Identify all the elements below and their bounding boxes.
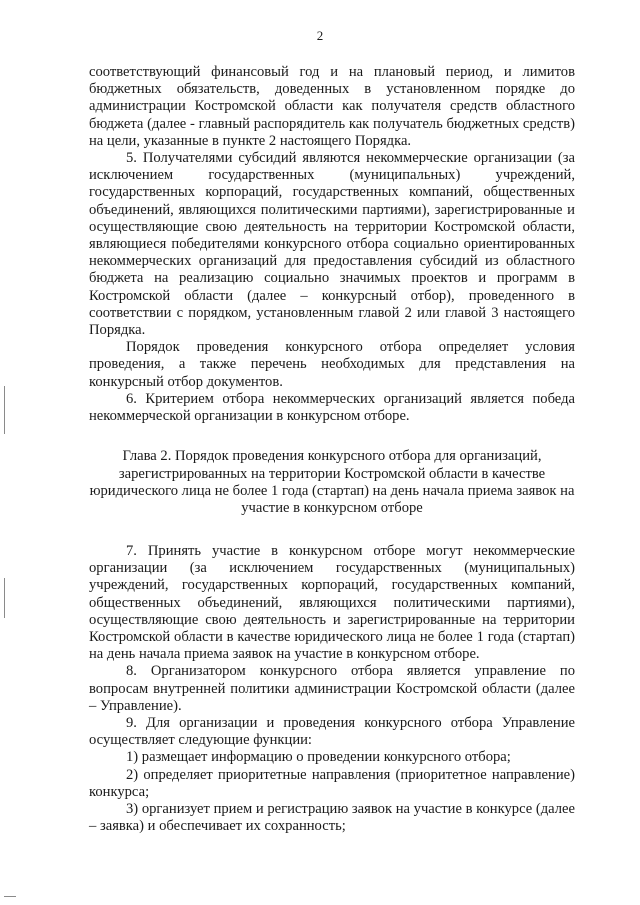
list-item-2: 2) определяет приоритетные направления (приоритетное направление) конкурса; (89, 766, 575, 800)
list-item-3: 3) организует прием и регистрацию заявок на участие в конкурсе (далее – заявка) и обеспечивает их сохранность; (89, 800, 575, 835)
chapter-2-heading: Глава 2. Порядок проведения конкурсного отбора для организаций, зарегистрированных на территории Костромской области в качестве юридического лица не более 1 года (стартап) на день начала приема заявок на участие в конкурсном отборе (89, 448, 575, 517)
scan-edge-mark (4, 386, 5, 434)
paragraph-5: 5. Получателями субсидий являются некоммерческие организации (за исключением государственных (муниципальных) учреждений, государственных корпораций, государственных компаний, общественных объединений, являющихся политическими партиями), зарегистрированные и осуществляющие свою деятельность на территории Костромской области, являющиеся победителями конкурсного отбора социально ориентированных некоммерческих организаций для предоставления субсидий из областного бюджета на реализацию социально значимых проектов и программ в Костромской области (далее – конкурсный отбор), проведенного в соответствии с порядком, установленным главой 2 или главой 3 настоящего Порядка. (89, 150, 575, 339)
document-body (89, 64, 575, 835)
paragraph-8: 8. Организатором конкурсного отбора является управление по вопросам внутренней политики администрации Костромской области (далее – Управление). (89, 663, 575, 714)
page-number: 2 (316, 28, 324, 43)
paragraph-7: 7. Принять участие в конкурсном отборе могут некоммерческие организации (за исключением государственных (муниципальных) учреждений, государственных корпораций, государственных компаний, общественных объединений, являющихся политическими партиями), осуществляющие свою деятельность и зарегистрированные на территории Костромской области в качестве юридического лица не более 1 года (стартап) на день начала приема заявок на участие в конкурсном отборе. (89, 542, 575, 663)
list-item-1: 1) размещает информацию о проведении конкурсного отбора; (126, 749, 511, 766)
paragraph-continuation: соответствующий финансовый год и на плановый период, и лимитов бюджетных обязательств, доведенных в установленном порядке до администрации Костромской области как получателя средств областного бюджета (далее - главный распорядитель как получатель бюджетных средств) на цели, указанные в пункте 2 настоящего Порядка. (89, 64, 575, 149)
paragraph-9: 9. Для организации и проведения конкурсного отбора Управление осуществляет следующие функции: (89, 714, 575, 749)
scan-corner-mark (4, 896, 16, 897)
paragraph-6: 6. Критерием отбора некоммерческих организаций является победа некоммерческой организации в конкурсном отборе. (89, 390, 575, 425)
paragraph-5-order: Порядок проведения конкурсного отбора определяет условия проведения, а также перечень необходимых для представления на конкурсный отбор документов. (89, 339, 575, 390)
scan-edge-mark (4, 578, 5, 618)
